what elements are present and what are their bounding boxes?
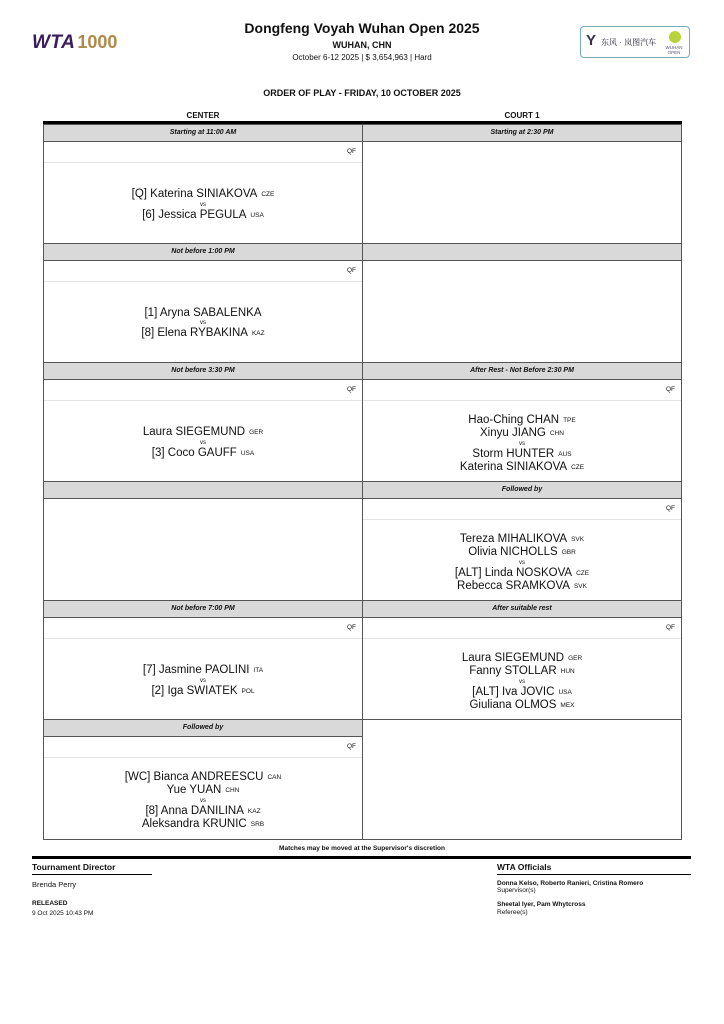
match-slot xyxy=(44,362,362,481)
player-entry xyxy=(44,805,362,818)
vs-label: vs xyxy=(200,677,206,684)
player-last-name: RYBAKINA xyxy=(190,326,248,339)
round-divider xyxy=(44,400,362,401)
player-entry xyxy=(363,533,681,546)
vs-label: vs xyxy=(200,319,206,326)
player-country: ITA xyxy=(253,666,264,674)
player-country: USA xyxy=(558,688,572,696)
player-entry xyxy=(44,447,362,460)
footer-divider xyxy=(32,856,691,859)
slot-time-band: Not before 3:30 PM xyxy=(44,362,362,380)
voyah-mark-icon: Y xyxy=(586,32,597,49)
player-country: CHN xyxy=(225,786,240,794)
player-last-name: OLMOS xyxy=(514,698,557,711)
player-country: CZE xyxy=(576,569,590,577)
player-entry xyxy=(363,461,681,474)
tournament-title: Dongfeng Voyah Wuhan Open 2025 xyxy=(244,20,480,36)
player-first-name: Elena xyxy=(157,326,187,339)
player-last-name: CHAN xyxy=(526,413,560,426)
match-slot xyxy=(363,719,681,838)
released-date: 9 Oct 2025 10:43 PM xyxy=(32,910,94,917)
round-label: QF xyxy=(346,148,356,155)
vs-label: vs xyxy=(519,678,525,685)
player-first-name: Bianca xyxy=(153,770,189,783)
match-slot xyxy=(363,362,681,481)
player-country: MEX xyxy=(560,701,575,709)
player-country: POL xyxy=(241,687,255,695)
match xyxy=(363,533,681,593)
player-first-name: Laura xyxy=(461,651,492,664)
player-last-name: PAOLINI xyxy=(204,663,250,676)
player-entry xyxy=(44,784,362,797)
round-label: QF xyxy=(665,505,675,512)
player-entry xyxy=(363,546,681,559)
player-last-name: SRAMKOVA xyxy=(505,579,570,592)
player-seed: [3] xyxy=(151,446,165,459)
match xyxy=(363,652,681,712)
player-country: USA xyxy=(250,211,264,219)
round-label: QF xyxy=(346,743,356,750)
sponsor-sub-text: WUHAN OPEN xyxy=(665,45,683,55)
player-first-name: Rebecca xyxy=(457,579,503,592)
vs-label: vs xyxy=(519,440,525,447)
round-divider xyxy=(44,638,362,639)
released-label: RELEASED xyxy=(32,900,68,907)
court-name-court1: COURT 1 xyxy=(504,111,540,120)
player-entry xyxy=(44,209,362,222)
schedule-bottom-border xyxy=(43,839,682,840)
match-slot xyxy=(44,481,362,600)
player-last-name: JOVIC xyxy=(520,685,555,698)
player-last-name: SINIAKOVA xyxy=(196,187,258,200)
player-last-name: KRUNIC xyxy=(202,817,247,830)
player-first-name: Yue xyxy=(166,783,187,796)
player-first-name: Aryna xyxy=(159,306,190,319)
player-country: CHN xyxy=(549,429,564,437)
referee-role: Referee(s) xyxy=(497,909,528,916)
match-slot xyxy=(44,600,362,719)
sponsor-logo xyxy=(580,26,690,58)
tournament-director-label: Tournament Director xyxy=(32,862,116,872)
player-entry xyxy=(44,664,362,677)
player-seed: [WC] xyxy=(124,770,151,783)
round-divider xyxy=(44,757,362,758)
player-first-name: Tereza xyxy=(459,532,495,545)
player-first-name: Fanny xyxy=(469,664,502,677)
court-name-center: CENTER xyxy=(186,111,220,120)
player-country: TPE xyxy=(563,416,576,424)
player-country: SRB xyxy=(250,820,265,828)
slot-time-band: After suitable rest xyxy=(363,600,681,618)
td-underline xyxy=(32,874,152,875)
tournament-info: October 6-12 2025 | $ 3,654,963 | Hard xyxy=(292,53,432,62)
tennis-ball-icon xyxy=(669,31,681,43)
round-label: QF xyxy=(346,267,356,274)
player-last-name: NICHOLLS xyxy=(500,545,558,558)
player-seed: [1] xyxy=(144,306,158,319)
match-slot xyxy=(363,481,681,600)
match xyxy=(44,664,362,698)
vs-label: vs xyxy=(200,201,206,208)
player-entry xyxy=(44,426,362,439)
match-slot xyxy=(363,243,681,362)
schedule-note: Matches may be moved at the Supervisor's discretion xyxy=(279,845,445,852)
player-first-name: Jessica xyxy=(158,208,197,221)
player-first-name: Iga xyxy=(167,684,184,697)
player-entry xyxy=(363,448,681,461)
player-first-name: Aleksandra xyxy=(141,817,200,830)
match-slot xyxy=(44,243,362,362)
vs-label: vs xyxy=(519,559,525,566)
supervisor-role: Supervisor(s) xyxy=(497,887,536,894)
player-entry xyxy=(44,818,362,831)
slot-separator xyxy=(363,719,681,720)
tournament-city: WUHAN, CHN xyxy=(332,40,392,50)
slot-time-band xyxy=(44,481,362,499)
match-slot xyxy=(363,600,681,719)
slot-time-band xyxy=(363,243,681,261)
player-first-name: Katerina xyxy=(150,187,194,200)
slot-time-band: Followed by xyxy=(44,719,362,737)
round-divider xyxy=(44,162,362,163)
match-slot xyxy=(44,719,362,838)
player-entry xyxy=(363,580,681,593)
player-last-name: SABALENKA xyxy=(193,306,262,319)
vs-label: vs xyxy=(200,439,206,446)
player-entry xyxy=(363,567,681,580)
player-last-name: NOSKOVA xyxy=(516,566,573,579)
player-entry xyxy=(44,685,362,698)
player-first-name: Giuliana xyxy=(469,698,512,711)
player-first-name: Laura xyxy=(142,425,173,438)
player-entry xyxy=(363,427,681,440)
player-country: CZE xyxy=(571,463,585,471)
tournament-director-name: Brenda Perry xyxy=(32,880,77,889)
player-seed: [ALT] xyxy=(472,685,499,698)
center-court-column xyxy=(43,124,363,840)
round-label: QF xyxy=(346,386,356,393)
referee-names: Sheetal Iyer, Pam Whytcross xyxy=(497,901,586,908)
round-label: QF xyxy=(665,386,675,393)
player-first-name: Iva xyxy=(502,685,518,698)
player-entry xyxy=(363,686,681,699)
logo-tier-text: 1000 xyxy=(77,32,118,52)
player-seed: [8] xyxy=(145,804,159,817)
match xyxy=(44,188,362,222)
slot-time-band: Starting at 2:30 PM xyxy=(363,124,681,142)
player-last-name: JIANG xyxy=(512,426,546,439)
player-last-name: GAUFF xyxy=(197,446,237,459)
player-country: GER xyxy=(568,654,583,662)
match-slot xyxy=(44,124,362,243)
player-seed: [8] xyxy=(141,326,155,339)
round-divider xyxy=(363,400,681,401)
player-first-name: Xinyu xyxy=(480,426,509,439)
match xyxy=(363,414,681,474)
player-last-name: SWIATEK xyxy=(186,684,238,697)
slot-time-band: Not before 1:00 PM xyxy=(44,243,362,261)
player-first-name: Anna xyxy=(160,804,188,817)
player-last-name: SINIAKOVA xyxy=(505,460,568,473)
vs-label: vs xyxy=(200,797,206,804)
player-country: CZE xyxy=(261,190,275,198)
player-entry xyxy=(363,665,681,678)
player-country: KAZ xyxy=(251,329,265,337)
player-entry xyxy=(363,414,681,427)
officials-underline xyxy=(497,874,691,875)
player-seed: [7] xyxy=(142,663,156,676)
player-first-name: Linda xyxy=(484,566,513,579)
player-country: AUS xyxy=(558,450,572,458)
player-country: GER xyxy=(249,428,264,436)
player-country: SVK xyxy=(571,535,585,543)
match xyxy=(44,426,362,460)
match xyxy=(44,771,362,831)
round-divider xyxy=(363,638,681,639)
slot-time-band: Not before 7:00 PM xyxy=(44,600,362,618)
player-country: CAN xyxy=(267,773,282,781)
player-entry xyxy=(44,307,362,319)
match-slot xyxy=(363,124,681,243)
player-entry xyxy=(363,699,681,712)
player-entry xyxy=(363,652,681,665)
player-first-name: Storm xyxy=(472,447,504,460)
player-country: GBR xyxy=(561,548,576,556)
player-first-name: Katerina xyxy=(459,460,503,473)
player-last-name: HUNTER xyxy=(506,447,555,460)
player-seed: [Q] xyxy=(131,187,147,200)
player-country: USA xyxy=(240,449,255,457)
player-seed: [ALT] xyxy=(454,566,482,579)
player-seed: [2] xyxy=(151,684,165,697)
player-last-name: YUAN xyxy=(189,783,222,796)
player-first-name: Hao-Ching xyxy=(468,413,524,426)
wta-officials-label: WTA Officials xyxy=(497,862,552,872)
court1-column xyxy=(362,124,682,840)
player-seed: [6] xyxy=(142,208,155,221)
slot-time-band: After Rest - Not Before 2:30 PM xyxy=(363,362,681,380)
player-last-name: SIEGEMUND xyxy=(494,651,565,664)
player-entry xyxy=(44,188,362,201)
slot-time-band: Starting at 11:00 AM xyxy=(44,124,362,142)
player-last-name: MIHALIKOVA xyxy=(497,532,568,545)
player-last-name: SIEGEMUND xyxy=(175,425,246,438)
player-last-name: PEGULA xyxy=(199,208,247,221)
player-country: KAZ xyxy=(247,807,261,815)
round-label: QF xyxy=(346,624,356,631)
sponsor-brand-text: 东风 · 岚图汽车 xyxy=(601,38,657,47)
player-first-name: Coco xyxy=(167,446,195,459)
supervisor-names: Donna Kelso, Roberto Ranieri, Cristina Romero xyxy=(497,880,644,887)
player-last-name: STOLLAR xyxy=(504,664,557,677)
round-label: QF xyxy=(665,624,675,631)
player-first-name: Olivia xyxy=(468,545,497,558)
player-last-name: ANDREESCU xyxy=(191,770,264,783)
player-entry xyxy=(44,327,362,340)
round-divider xyxy=(363,519,681,520)
player-country: SVK xyxy=(573,582,587,590)
slot-time-band: Followed by xyxy=(363,481,681,499)
player-last-name: DANILINA xyxy=(190,804,244,817)
player-entry xyxy=(44,771,362,784)
order-of-play-heading: ORDER OF PLAY - FRIDAY, 10 OCTOBER 2025 xyxy=(263,88,461,98)
player-country: HUN xyxy=(560,667,575,675)
logo-wta-text: WTA xyxy=(32,32,76,53)
match xyxy=(44,307,362,340)
round-divider xyxy=(44,281,362,282)
player-first-name: Jasmine xyxy=(158,663,202,676)
